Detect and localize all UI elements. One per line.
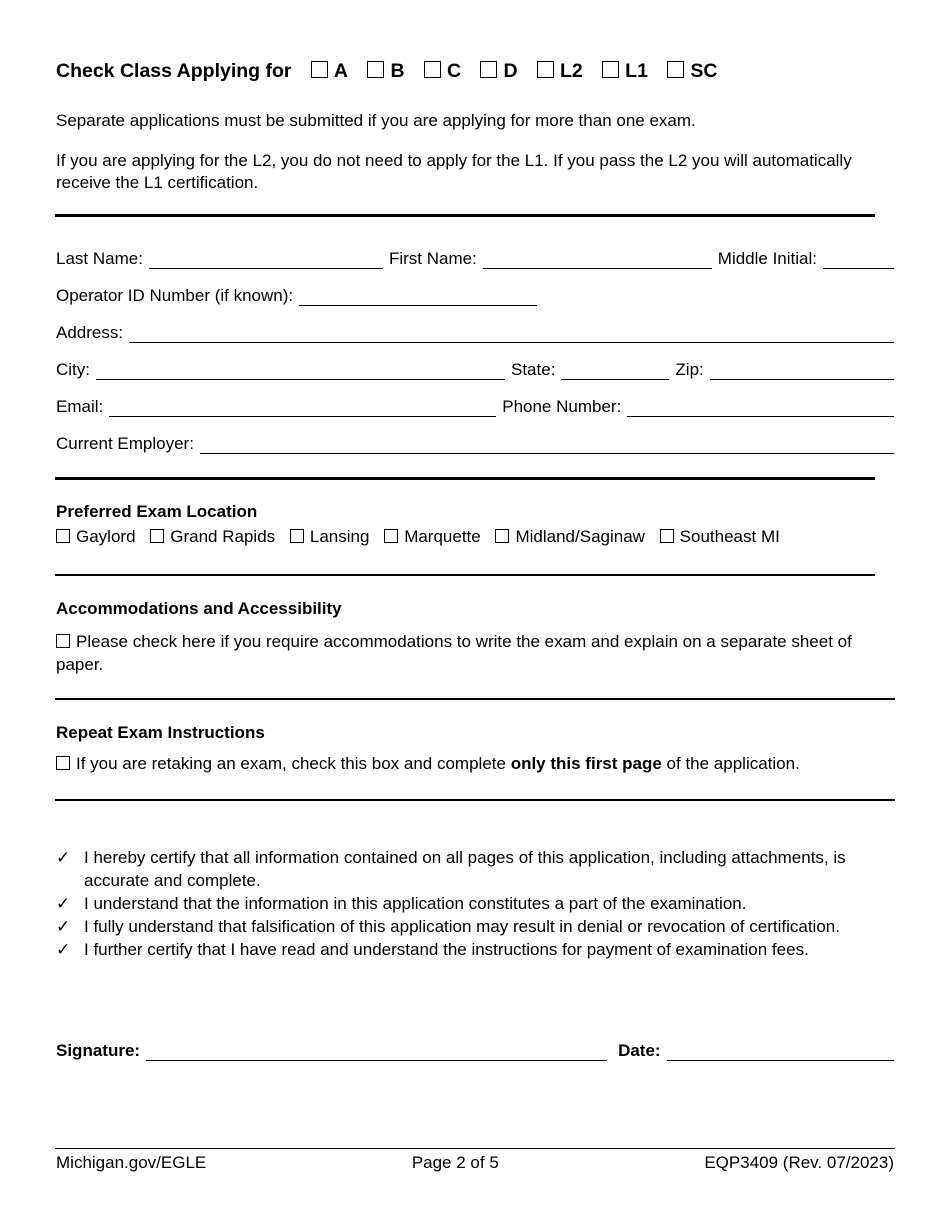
- location-option-grand-rapids[interactable]: Grand Rapids: [150, 527, 275, 546]
- operator-id-field[interactable]: [299, 289, 537, 306]
- exam-location-options: [56, 527, 790, 547]
- certification-item: ✓ I hereby certify that all information contained on all pages of this application, including attachments, is accurate and complete.: [56, 848, 846, 890]
- checkbox-icon[interactable]: [311, 61, 328, 78]
- checkbox-icon[interactable]: [495, 529, 509, 543]
- checkmark-icon: ✓: [56, 848, 71, 867]
- repeat-exam-option: If you are retaking an exam, check this box and complete only this first page of the application.: [56, 753, 896, 775]
- footer: [56, 1153, 894, 1173]
- class-selection-row: [56, 60, 731, 83]
- exam-location-title: Preferred Exam Location: [56, 502, 258, 521]
- middle-initial-field[interactable]: [823, 252, 894, 269]
- address-row: [56, 323, 894, 343]
- checkbox-icon[interactable]: [367, 61, 384, 78]
- phone-label: Phone Number:: [502, 397, 622, 416]
- footer-page-number: Page 2 of 5: [411, 1153, 499, 1172]
- email-phone-row: [56, 397, 894, 417]
- first-name-field[interactable]: [483, 252, 712, 269]
- location-option-gaylord[interactable]: Gaylord: [56, 527, 136, 546]
- location-option-lansing[interactable]: Lansing: [290, 527, 370, 546]
- date-field[interactable]: [667, 1044, 894, 1061]
- class-option-c[interactable]: C: [424, 60, 461, 82]
- checkmark-icon: ✓: [56, 917, 71, 936]
- l2-l1-note: If you are applying for the L2, you do not need to apply for the L1. If you pass the L2 you will automatically receive the L1 certification.: [56, 151, 852, 192]
- location-option-midland-saginaw[interactable]: Midland/Saginaw: [495, 527, 644, 546]
- signature-label: Signature:: [56, 1041, 141, 1060]
- signature-field[interactable]: [146, 1044, 607, 1061]
- checkmark-icon: ✓: [56, 894, 71, 913]
- zip-label: Zip:: [675, 360, 704, 379]
- certification-list: [56, 846, 896, 961]
- zip-field[interactable]: [710, 363, 894, 380]
- location-option-marquette[interactable]: Marquette: [384, 527, 481, 546]
- accommodations-title: Accommodations and Accessibility: [56, 599, 342, 618]
- section-divider: [55, 698, 895, 700]
- email-field[interactable]: [109, 400, 496, 417]
- class-selection-title: Check Class Applying for: [56, 60, 292, 82]
- footer-website: Michigan.gov/EGLE: [56, 1153, 207, 1172]
- checkmark-icon: ✓: [56, 940, 71, 959]
- class-option-l2[interactable]: L2: [537, 60, 583, 82]
- address-field[interactable]: [129, 326, 894, 343]
- email-label: Email:: [56, 397, 104, 416]
- checkbox-icon[interactable]: [290, 529, 304, 543]
- checkbox-icon[interactable]: [602, 61, 619, 78]
- operator-id-row: [56, 286, 894, 306]
- checkbox-icon[interactable]: [667, 61, 684, 78]
- location-option-southeast-mi[interactable]: Southeast MI: [660, 527, 780, 546]
- checkbox-icon[interactable]: [424, 61, 441, 78]
- repeat-exam-title: Repeat Exam Instructions: [56, 723, 265, 742]
- certification-item: ✓ I fully understand that falsification of this application may result in denial or revocation of certification.: [56, 917, 840, 936]
- checkbox-icon[interactable]: [537, 61, 554, 78]
- certification-item: ✓ I further certify that I have read and understand the instructions for payment of examination fees.: [56, 940, 809, 959]
- employer-field[interactable]: [200, 437, 894, 454]
- footer-form-number: EQP3409 (Rev. 07/2023): [704, 1153, 894, 1172]
- checkbox-icon[interactable]: [480, 61, 497, 78]
- middle-initial-label: Middle Initial:: [717, 249, 817, 268]
- class-option-d[interactable]: D: [480, 60, 517, 82]
- city-label: City:: [56, 360, 90, 379]
- section-divider: [55, 214, 875, 217]
- state-label: State:: [511, 360, 556, 379]
- date-label: Date:: [618, 1041, 661, 1060]
- checkbox-icon[interactable]: [56, 756, 70, 770]
- last-name-label: Last Name:: [56, 249, 143, 268]
- employer-label: Current Employer:: [56, 434, 194, 453]
- separate-applications-note: Separate applications must be submitted if you are applying for more than one exam.: [56, 111, 696, 130]
- section-divider: [55, 477, 875, 480]
- accommodations-option: [56, 630, 876, 676]
- city-field[interactable]: [96, 363, 505, 380]
- class-option-l1[interactable]: L1: [602, 60, 648, 82]
- first-name-label: First Name:: [388, 249, 477, 268]
- section-divider: [55, 574, 875, 576]
- city-state-zip-row: [56, 360, 894, 380]
- class-option-a[interactable]: A: [311, 60, 348, 82]
- phone-field[interactable]: [627, 400, 894, 417]
- operator-id-label: Operator ID Number (if known):: [56, 286, 294, 305]
- signature-row: [56, 1041, 894, 1061]
- state-field[interactable]: [561, 363, 669, 380]
- checkbox-icon[interactable]: [660, 529, 674, 543]
- checkbox-icon[interactable]: [150, 529, 164, 543]
- class-option-b[interactable]: B: [367, 60, 404, 82]
- class-option-sc[interactable]: SC: [667, 60, 717, 82]
- footer-divider: [55, 1148, 895, 1149]
- repeat-exam-emphasis: only this first page: [510, 754, 662, 773]
- certification-item: ✓ I understand that the information in this application constitutes a part of the examination.: [56, 894, 747, 913]
- section-divider: [55, 799, 895, 801]
- checkbox-icon[interactable]: [56, 634, 70, 648]
- accommodations-text: Please check here if you require accommodations to write the exam and explain on a separate sheet of paper.: [56, 632, 852, 674]
- last-name-field[interactable]: [149, 252, 383, 269]
- checkbox-icon[interactable]: [384, 529, 398, 543]
- address-label: Address:: [56, 323, 124, 342]
- employer-row: [56, 434, 894, 454]
- checkbox-icon[interactable]: [56, 529, 70, 543]
- name-row: [56, 249, 894, 269]
